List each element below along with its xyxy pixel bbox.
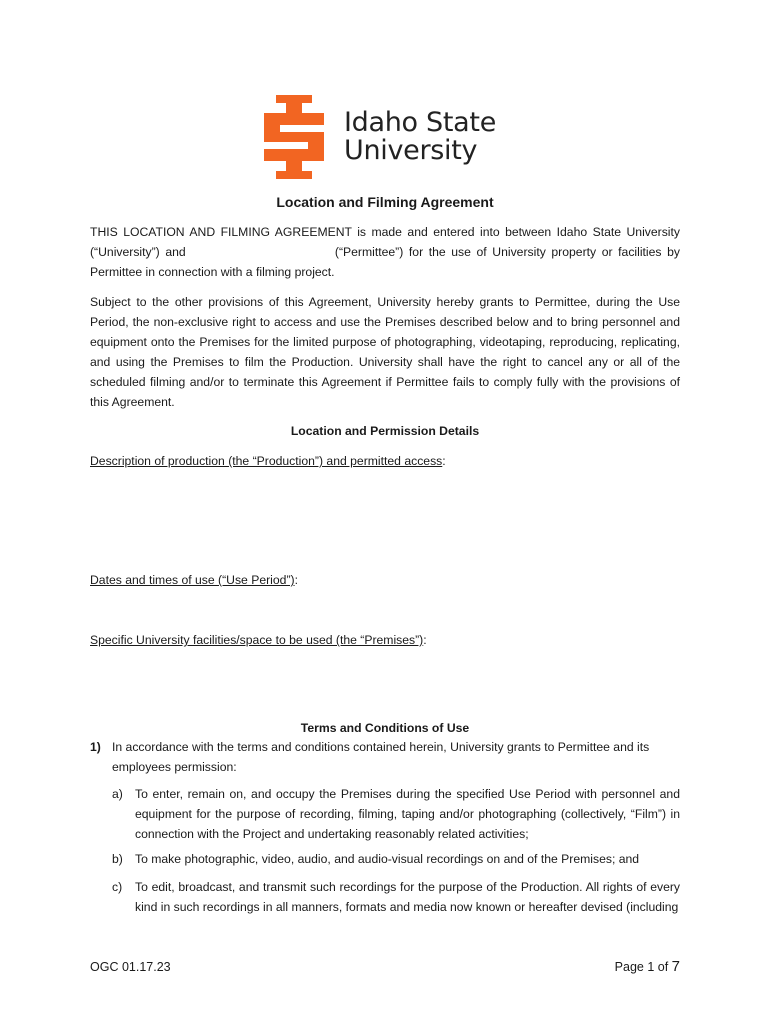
intro-paragraph: [90, 222, 680, 282]
university-logo: [264, 95, 514, 179]
terms-sub-a: [112, 784, 680, 844]
logo-line-2: University: [344, 135, 478, 166]
terms-sub-c: [112, 877, 680, 917]
sub-mark: b): [112, 852, 123, 866]
section-heading: Location and Permission Details: [290, 424, 480, 438]
footer-page-number: [615, 958, 680, 975]
production-label: Description of production (the “Production”) and permitted access: [90, 454, 443, 468]
premises-label: Specific University facilities/space to be used (the “Premises”): [90, 633, 424, 647]
use-period-label: Dates and times of use (“Use Period”): [90, 573, 295, 587]
logo-line-1: Idaho State: [344, 107, 497, 138]
document-title: Location and Filming Agreement: [276, 194, 494, 210]
intro-part-2: (“Permittee”) for the use of University property or facilities by Permittee in connection with a filming project.: [90, 245, 680, 279]
terms-heading: Terms and Conditions of Use: [300, 721, 470, 735]
production-field[interactable]: Description of production (the “Production”) and permitted access:: [90, 454, 446, 468]
premises-field[interactable]: Specific University facilities/space to be used (the “Premises”):: [90, 633, 427, 647]
terms-sub-b: [112, 849, 680, 869]
item-text: In accordance with the terms and conditions contained herein, University grants to Permittee and its employees permission:: [112, 740, 650, 774]
intro-part-1: THIS LOCATION AND FILMING AGREEMENT is made and entered into between Idaho State University (“University”) and: [90, 225, 680, 259]
sub-text: To edit, broadcast, and transmit such recordings for the purpose of the Production. All rights of every kind in such recordings in all manners, formats and media now known or hereafter devised (including: [135, 880, 680, 914]
footer-code: OGC 01.17.23: [90, 960, 171, 974]
sub-mark: a): [112, 787, 123, 801]
grant-paragraph: Subject to the other provisions of this Agreement, University hereby grants to Permittee, during the Use Period, the non-exclusive right to access and use the Premises described below and to bring personnel and equipment onto the Premises for the limited purpose of photographing, videotaping, reproducing, replicating, and using the Premises to film the Production. University shall have the right to cancel any or all of the scheduled filming and/or to terminate this Agreement if Permittee fails to comply fully with the provisions of this Agreement.: [90, 295, 680, 409]
logo-wordmark: [344, 109, 496, 165]
terms-item-1: [90, 737, 680, 777]
item-number: 1): [90, 740, 101, 754]
use-period-field[interactable]: Dates and times of use (“Use Period”):: [90, 573, 298, 587]
page-prefix: Page 1 of: [614, 960, 669, 974]
isu-logo-icon: [264, 95, 324, 179]
sub-text: To make photographic, video, audio, and audio-visual recordings on and of the Premises; and: [135, 852, 640, 866]
total-pages: 7: [671, 958, 680, 975]
sub-text: To enter, remain on, and occupy the Premises during the specified Use Period with personnel and equipment for the purpose of recording, filming, taping and/or photographing (collectively, “Film”) in connection with the Project and undertaking reasonably related activities;: [135, 787, 680, 841]
sub-mark: c): [112, 880, 123, 894]
